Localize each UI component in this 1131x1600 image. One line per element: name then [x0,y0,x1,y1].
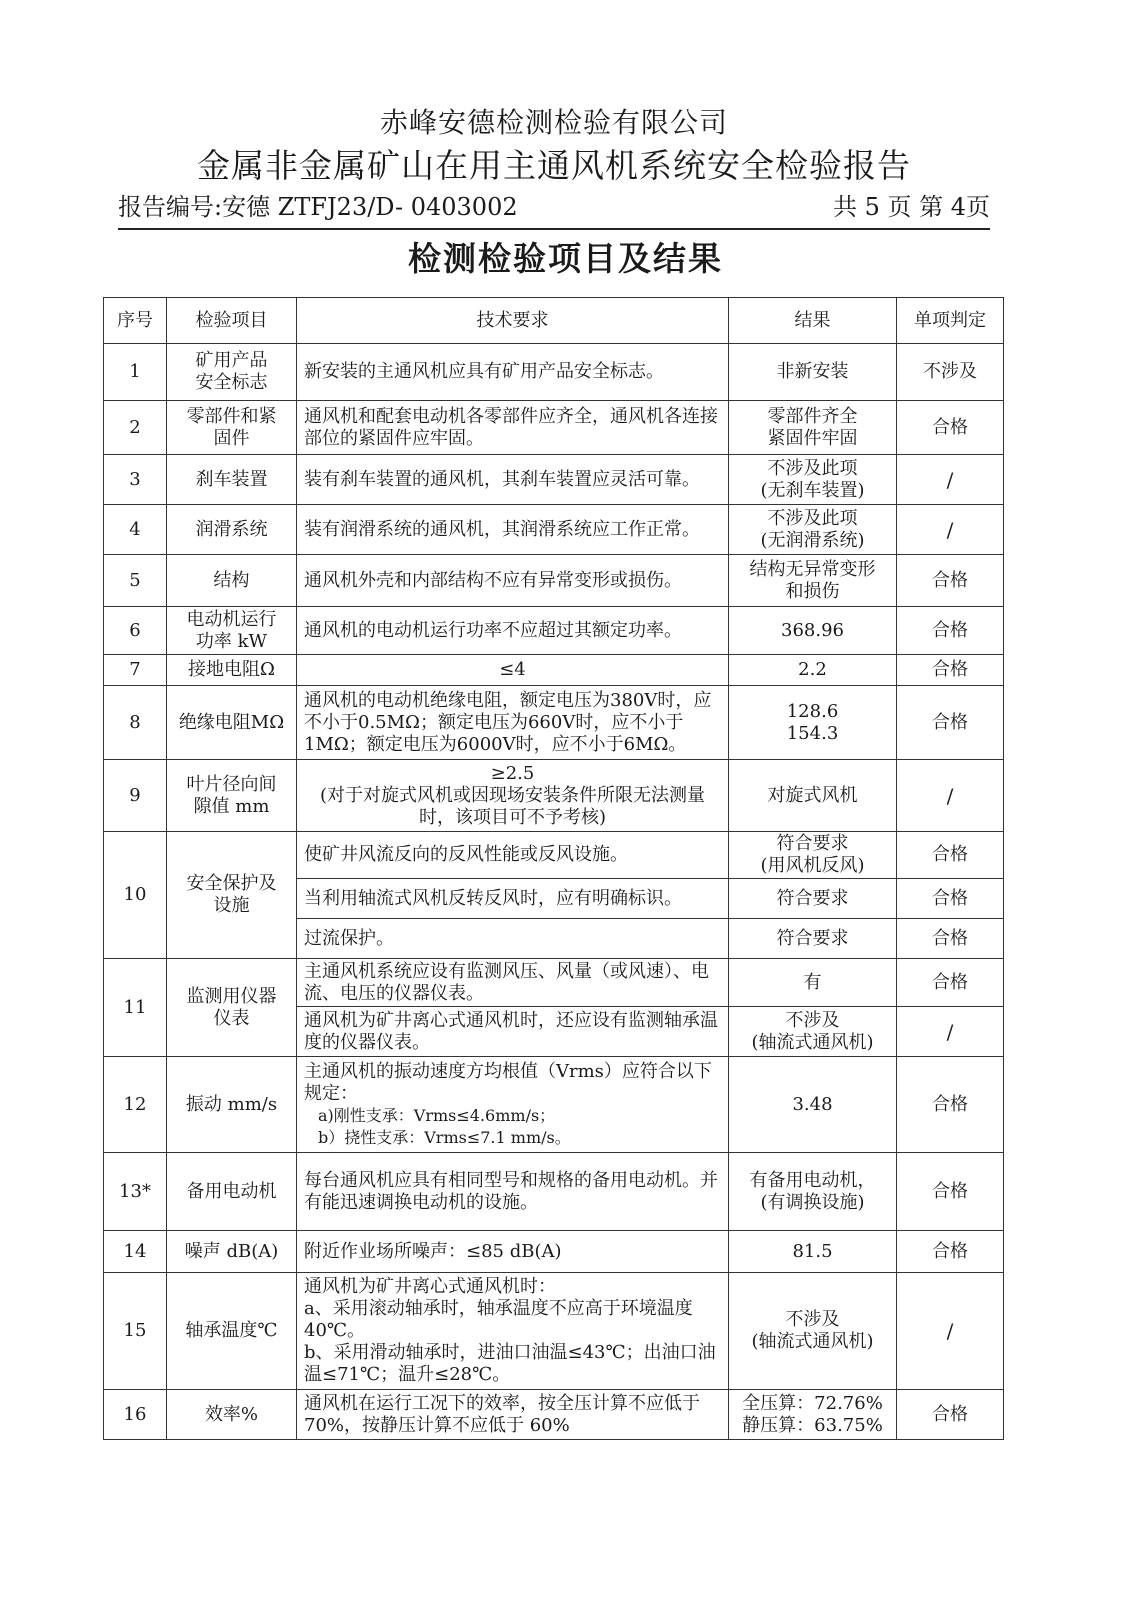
row-requirement: 通风机的电动机运行功率不应超过其额定功率。 [297,607,729,655]
row-requirement: 每台通风机应具有相同型号和规格的备用电动机。并有能迅速调换电动机的设施。 [297,1153,729,1231]
row-no: 6 [104,607,167,655]
row-result: 对旋式风机 [729,760,897,832]
row-result: 不涉及 (轴流式通风机) [729,1007,897,1057]
row-requirement: 当利用轴流式风机反转反风时，应有明确标识。 [297,879,729,919]
table-row [104,832,1004,879]
row-result: 不涉及 (轴流式通风机) [729,1273,897,1390]
table-row [104,959,1004,1007]
row-no: 13* [104,1153,167,1231]
company-name: 赤峰安德检测检验有限公司 [379,106,728,139]
row-requirement: 装有润滑系统的通风机，其润滑系统应工作正常。 [297,505,729,555]
row-item: 零部件和紧 固件 [167,401,297,455]
row-item: 振动 mm/s [167,1057,297,1153]
row-no: 15 [104,1273,167,1390]
row-item: 叶片径向间 隙值 mm [167,760,297,832]
row-requirement [297,1057,729,1153]
report-number: 报告编号:安德 ZTFJ23/D- 0403002 [118,193,518,221]
row-verdict: / [897,1007,1004,1057]
header-verdict: 单项判定 [897,298,1004,344]
header-result: 结果 [729,298,897,344]
row-result: 2.2 [729,655,897,686]
row-result: 有备用电动机， (有调换设施) [729,1153,897,1231]
row-requirement: 过流保护。 [297,919,729,959]
row-item: 轴承温度℃ [167,1273,297,1390]
requirement-main: 主通风机的振动速度方均根值（Vrms）应符合以下规定： [304,1060,712,1104]
row-requirement: 新安装的主通风机应具有矿用产品安全标志。 [297,344,729,401]
row-verdict: / [897,760,1004,832]
row-requirement: 使矿井风流反向的反风性能或反风设施。 [297,832,729,879]
row-result: 符合要求 (用风机反风) [729,832,897,879]
section-title: 检测检验项目及结果 [408,239,723,278]
table-row [104,555,1004,607]
row-result: 全压算：72.76% 静压算：63.75% [729,1390,897,1440]
row-verdict: / [897,455,1004,505]
table-header-row [104,298,1004,344]
row-requirement: 装有刹车装置的通风机，其刹车装置应灵活可靠。 [297,455,729,505]
row-requirement: 通风机为矿井离心式通风机时： a、采用滚动轴承时，轴承温度不应高于环境温度 40℃。 b、采用滑动轴承时，进油口油温≤43℃；出油口油温≤71℃；温升≤28℃。 [297,1273,729,1390]
report-title: 金属非金属矿山在用主通风机系统安全检验报告 [197,146,911,185]
row-verdict: 合格 [897,1231,1004,1273]
row-no: 16 [104,1390,167,1440]
row-item: 润滑系统 [167,505,297,555]
row-requirement: 通风机为矿井离心式通风机时，还应设有监测轴承温度的仪器仪表。 [297,1007,729,1057]
row-requirement: 附近作业场所噪声：≤85 dB(A) [297,1231,729,1273]
table-row [104,607,1004,655]
row-verdict: 合格 [897,919,1004,959]
row-verdict: / [897,1273,1004,1390]
row-verdict: 合格 [897,686,1004,760]
row-no: 11 [104,959,167,1057]
row-no: 4 [104,505,167,555]
row-result: 符合要求 [729,919,897,959]
table-row [104,401,1004,455]
row-no: 2 [104,401,167,455]
row-item: 结构 [167,555,297,607]
row-result: 有 [729,959,897,1007]
row-no: 1 [104,344,167,401]
header-requirement: 技术要求 [297,298,729,344]
table-row [104,686,1004,760]
row-requirement: 通风机和配套电动机各零部件应齐全，通风机各连接部位的紧固件应牢固。 [297,401,729,455]
requirement-rigid: a)刚性支承：Vrms≤4.6mm/s； [318,1105,556,1125]
row-item: 刹车装置 [167,455,297,505]
row-verdict: / [897,505,1004,555]
report-meta [118,190,990,230]
row-result: 非新安装 [729,344,897,401]
row-verdict: 合格 [897,1390,1004,1440]
table-row [104,455,1004,505]
row-result: 128.6 154.3 [729,686,897,760]
row-no: 8 [104,686,167,760]
requirement-note: (对于对旋式风机或因现场安装条件所限无法测量时，该项目可不予考核) [319,784,706,828]
row-verdict: 合格 [897,1057,1004,1153]
row-item: 安全保护及 设施 [167,832,297,959]
table-row [104,1273,1004,1390]
row-no: 12 [104,1057,167,1153]
table-row [104,344,1004,401]
table-row [104,1231,1004,1273]
row-result: 81.5 [729,1231,897,1273]
row-requirement: 通风机在运行工况下的效率，按全压计算不应低于 70%，按静压计算不应低于 60% [297,1390,729,1440]
row-result: 368.96 [729,607,897,655]
row-no: 10 [104,832,167,959]
row-verdict: 合格 [897,555,1004,607]
table-row [104,760,1004,832]
row-requirement: ≤4 [297,655,729,686]
row-requirement: 通风机外壳和内部结构不应有异常变形或损伤。 [297,555,729,607]
table-row [104,1153,1004,1231]
row-result: 不涉及此项 (无刹车装置) [729,455,897,505]
row-item: 接地电阻Ω [167,655,297,686]
row-verdict: 合格 [897,1153,1004,1231]
row-no: 7 [104,655,167,686]
row-no: 9 [104,760,167,832]
row-verdict: 合格 [897,607,1004,655]
row-verdict: 合格 [897,879,1004,919]
header-item: 检验项目 [167,298,297,344]
row-result: 零部件齐全 紧固件牢固 [729,401,897,455]
row-result: 3.48 [729,1057,897,1153]
row-item: 电动机运行 功率 kW [167,607,297,655]
row-no: 3 [104,455,167,505]
row-verdict: 合格 [897,959,1004,1007]
page-count: 共 5 页 第 4页 [832,193,990,221]
row-verdict: 合格 [897,655,1004,686]
row-no: 5 [104,555,167,607]
row-verdict: 不涉及 [897,344,1004,401]
row-result: 结构无异常变形 和损伤 [729,555,897,607]
row-result: 不涉及此项 (无润滑系统) [729,505,897,555]
row-requirement: 主通风机系统应设有监测风压、风量（或风速）、电流、电压的仪器仪表。 [297,959,729,1007]
row-verdict: 合格 [897,401,1004,455]
row-item: 矿用产品 安全标志 [167,344,297,401]
row-item: 监测用仪器 仪表 [167,959,297,1057]
row-no: 14 [104,1231,167,1273]
row-item: 绝缘电阻MΩ [167,686,297,760]
row-requirement [297,760,729,832]
row-requirement: 通风机的电动机绝缘电阻，额定电压为380V时，应不小于0.5MΩ；额定电压为660V时，应不小于1MΩ；额定电压为6000V时，应不小于6MΩ。 [297,686,729,760]
table-row [104,1057,1004,1153]
requirement-flexible: b）挠性支承：Vrms≤7.1 mm/s。 [318,1127,571,1147]
inspection-results-table [103,297,1004,1440]
table-row [104,655,1004,686]
row-item: 效率% [167,1390,297,1440]
table-row [104,1390,1004,1440]
row-verdict: 合格 [897,832,1004,879]
row-item: 噪声 dB(A) [167,1231,297,1273]
header-no: 序号 [104,298,167,344]
requirement-main: ≥2.5 [490,762,535,784]
row-result: 符合要求 [729,879,897,919]
report-header [118,104,990,230]
row-item: 备用电动机 [167,1153,297,1231]
table-row [104,505,1004,555]
